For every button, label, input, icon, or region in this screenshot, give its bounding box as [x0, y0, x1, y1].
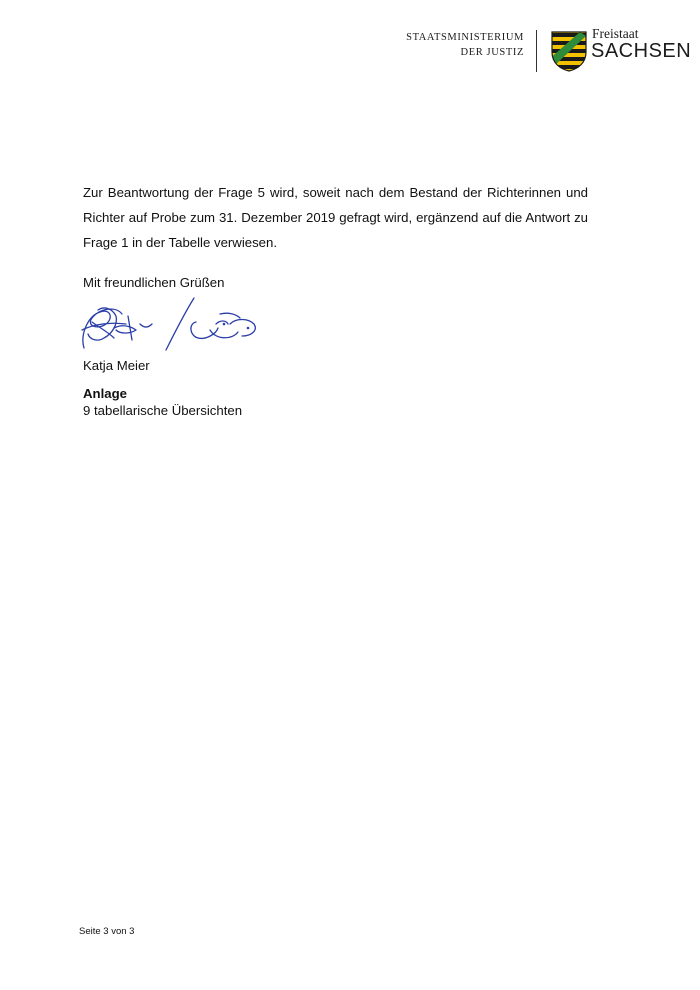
ministry-name-line2: DER JUSTIZ [460, 47, 524, 58]
letter-closing: Mit freundlichen Grüßen [83, 275, 225, 290]
enclosure-title: Anlage [83, 386, 127, 401]
state-label: Freistaat [592, 26, 639, 41]
handwritten-signature [70, 294, 270, 360]
state-name: SACHSEN [591, 40, 692, 62]
page-number: Seite 3 von 3 [79, 926, 135, 937]
saxony-coat-of-arms-icon [550, 30, 588, 72]
header-divider [536, 30, 537, 72]
signer-name: Katja Meier [83, 358, 150, 373]
ministry-name [406, 30, 524, 60]
ministry-name-line1: STAATSMINISTERIUM [406, 32, 524, 43]
enclosure-description: 9 tabellarische Übersichten [83, 403, 243, 418]
letter-body: Zur Beantwortung der Frage 5 wird, soweit nach dem Bestand der Richterinnen und Richter auf Probe zum 31. Dezember 2019 gefragt wird, ergänzend auf die Antwort zu Frage 1 in der Tabelle verwiesen. [83, 185, 588, 250]
